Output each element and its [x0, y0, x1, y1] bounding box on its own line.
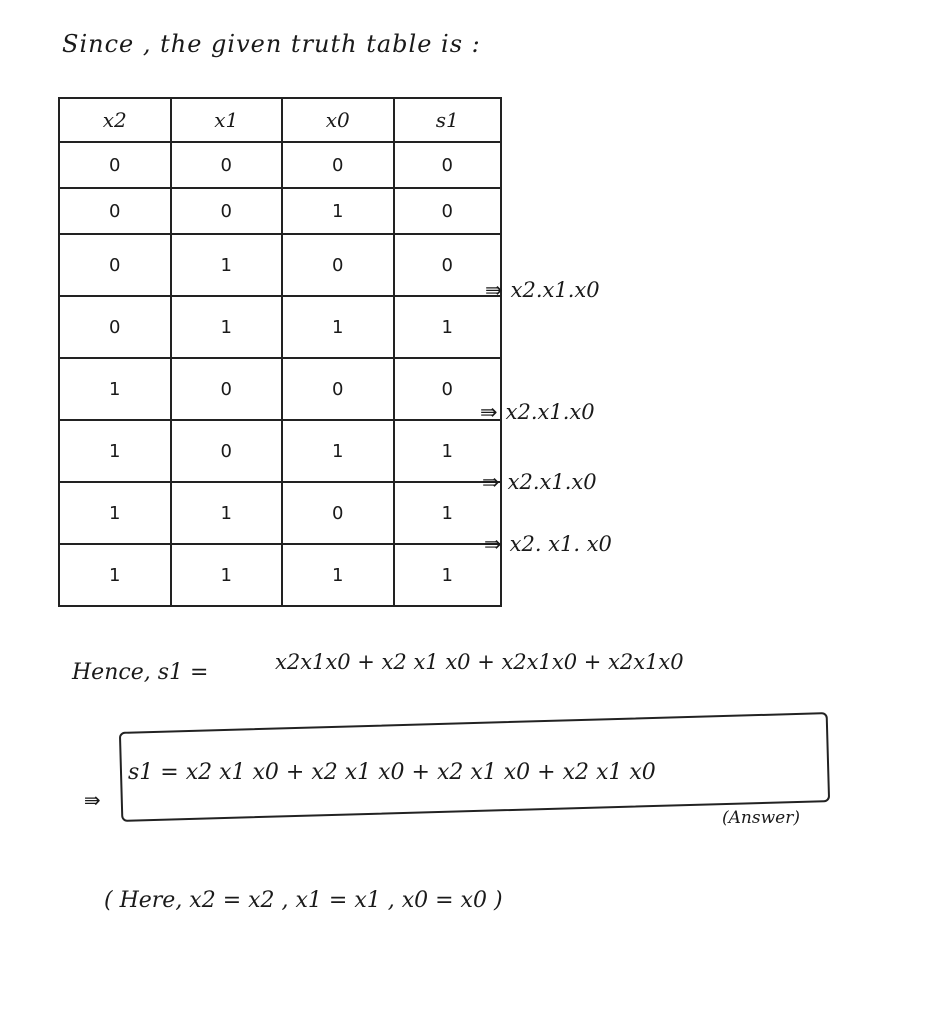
- table-cell: 0: [59, 234, 171, 296]
- header-s1: s1: [394, 98, 502, 142]
- table-cell: 1: [59, 358, 171, 420]
- table-cell: 1: [282, 544, 394, 606]
- minterm-row4-expr: x2.x1.x0: [510, 278, 600, 302]
- table-row: [59, 358, 501, 420]
- table-cell: 0: [59, 142, 171, 188]
- table-cell: 0: [59, 188, 171, 234]
- table-cell: 0: [171, 188, 283, 234]
- table-cell: 0: [394, 358, 502, 420]
- minterm-row4: [485, 278, 600, 302]
- implies-arrow-icon: ⇛: [480, 400, 498, 424]
- table-row: [59, 296, 501, 358]
- table-cell: 1: [171, 482, 283, 544]
- table-cell: 1: [282, 188, 394, 234]
- table-cell: 0: [282, 142, 394, 188]
- minterm-row8-expr: x2. x1. x0: [509, 532, 612, 556]
- table-cell: 0: [171, 358, 283, 420]
- table-cell: 1: [59, 420, 171, 482]
- minterm-row7-expr: x2.x1.x0: [507, 470, 597, 494]
- minterm-row8: [484, 532, 612, 556]
- minterm-row7: [482, 470, 597, 494]
- sum-of-products-expression: x2x1x0 + x2 x1 x0 + x2x1x0 + x2x1x0: [275, 650, 684, 674]
- answer-expression: s1 = x2 x1 x0 + x2 x1 x0 + x2 x1 x0 + x2 x1 x0: [128, 760, 656, 785]
- table-row: [59, 188, 501, 234]
- implies-arrow-icon: ⇛: [482, 470, 500, 494]
- table-row: [59, 142, 501, 188]
- header-x0: x0: [282, 98, 394, 142]
- table-cell: 0: [282, 482, 394, 544]
- implies-arrow-icon: ⇛: [84, 788, 101, 812]
- table-cell: 1: [282, 420, 394, 482]
- table-cell: 0: [59, 296, 171, 358]
- table-cell: 0: [282, 358, 394, 420]
- table-cell: 1: [394, 296, 502, 358]
- table-row: [59, 544, 501, 606]
- table-cell: 0: [394, 234, 502, 296]
- table-cell: 1: [171, 544, 283, 606]
- table-row: [59, 420, 501, 482]
- minterm-row6-expr: x2.x1.x0: [505, 400, 595, 424]
- table-cell: 1: [282, 296, 394, 358]
- table-cell: 1: [171, 296, 283, 358]
- header-x2: x2: [59, 98, 171, 142]
- table-cell: 0: [394, 188, 502, 234]
- hence-label: Hence, s1 =: [72, 660, 209, 685]
- answer-label: (Answer): [722, 808, 800, 828]
- table-cell: 1: [394, 544, 502, 606]
- table-cell: 0: [171, 142, 283, 188]
- table-cell: 1: [59, 544, 171, 606]
- intro-text: Since , the given truth table is :: [62, 30, 481, 58]
- table-cell: 1: [171, 234, 283, 296]
- variable-note: ( Here, x2 = x2 , x1 = x1 , x0 = x0 ): [104, 888, 503, 913]
- table-cell: 1: [394, 482, 502, 544]
- table-cell: 0: [394, 142, 502, 188]
- table-cell: 0: [171, 420, 283, 482]
- minterm-row6: [480, 400, 595, 424]
- table-row: [59, 234, 501, 296]
- implies-arrow-icon: ⇛: [485, 278, 503, 302]
- table-cell: 1: [59, 482, 171, 544]
- table-row: [59, 482, 501, 544]
- table-cell: 1: [394, 420, 502, 482]
- implies-arrow-icon: ⇛: [484, 532, 502, 556]
- header-x1: x1: [171, 98, 283, 142]
- table-header-row: [59, 98, 501, 142]
- table-cell: 0: [282, 234, 394, 296]
- truth-table: [58, 97, 502, 607]
